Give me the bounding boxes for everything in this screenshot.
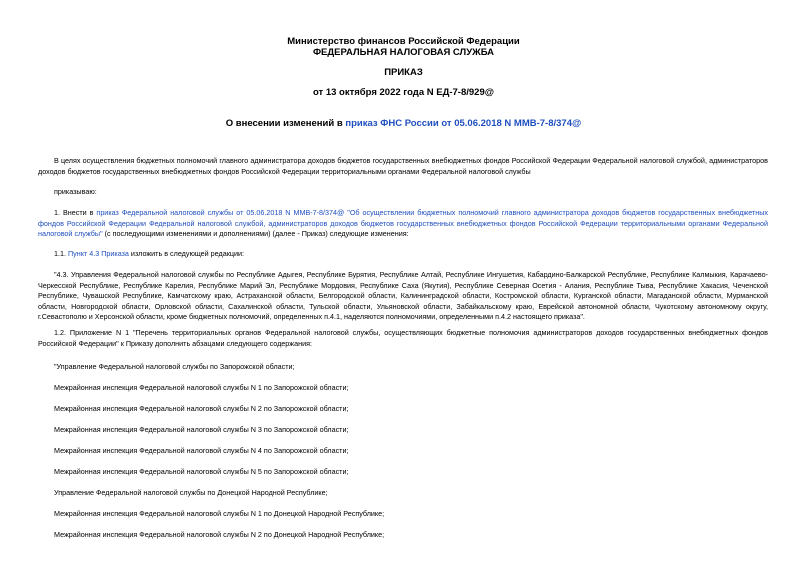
- list-item: "Управление Федеральной налоговой службы по Запорожской области;: [54, 362, 295, 371]
- p1-prefix: 1. Внести в: [54, 208, 97, 217]
- p12-text: 1.2. Приложение N 1 "Перечень территориальных органов Федеральной налоговой службы, осуществляющих бюджетные полномочия администраторов доходов государственных внебюджетных фондов Российской Федерации" к Приказу дополнить абзацами следующего содержания:: [38, 328, 768, 348]
- document-date-number: от 13 октября 2022 года N ЕД-7-8/929@: [312, 87, 495, 98]
- subject-prefix: О внесении изменений в: [225, 118, 346, 129]
- p43-text: "4.3. Управления Федеральной налоговой службы по Республике Адыгея, Республике Бурятия, Республике Алтай, Республике Ингушетия, Кабардино-Балкарской Республике, Республике Калмыкия, Карачаево-Черкесской Республике, Республике Карелия, Республике Марий Эл, Республике Мордовия, Республике Саха (Якутия), Республике Северная Осетия - Алания, Республике Тыва, Республике Хакасия, Чеченской Республике, Чувашской Республике, Камчатскому краю, Астраханской области, Белгородской области, Калининградской области, Костромской области, Курганской области, Магаданской области, Мурманской области, Новгородской области, Орловской области, Сахалинской области, Тульской области, Ульяновской области, Забайкальскому краю, Еврейской автономной области, Чукотскому автономному округу, г.Севастополю и Херсонской области, кроме бюджетных полномочий, определенных п.4.1, наделяются полномочиями, определенными п.4.2 настоящего приказа".: [38, 270, 768, 321]
- order-word: приказываю:: [54, 187, 97, 196]
- paragraph-1-1: [38, 249, 768, 260]
- p11-suffix: изложить в следующей редакции:: [128, 249, 244, 258]
- document-header: [0, 36, 807, 58]
- list-item: Межрайонная инспекция Федеральной налоговой службы N 2 по Донецкой Народной Республике;: [54, 530, 385, 539]
- list-item: Межрайонная инспекция Федеральной налоговой службы N 2 по Запорожской области;: [54, 404, 349, 413]
- document-type: ПРИКАЗ: [384, 67, 423, 78]
- list-item: Межрайонная инспекция Федеральной налоговой службы N 4 по Запорожской области;: [54, 446, 349, 455]
- subject-link[interactable]: приказ ФНС России от 05.06.2018 N ММВ-7-8/374@: [345, 118, 582, 129]
- list-item: Межрайонная инспекция Федеральной налоговой службы N 5 по Запорожской области;: [54, 467, 349, 476]
- paragraph-4-3: [38, 270, 768, 323]
- p11-prefix: 1.1.: [54, 249, 68, 258]
- list-item: Межрайонная инспекция Федеральной налоговой службы N 1 по Донецкой Народной Республике;: [54, 509, 385, 518]
- p1-link[interactable]: приказ Федеральной налоговой службы от 05.06.2018 N ММВ-7-8/374@ "Об осуществлении бюджетных полномочий главного администратора доходов бюджетов государственных внебюджетных фондов Российской Федерации Федеральной налоговой службой, администраторов доходов бюджетов государственных внебюджетных фондов Российской Федерации территориальными органами Федеральной налоговой службы": [38, 208, 769, 238]
- ministry-name: Министерство финансов Российской Федерации: [287, 36, 520, 47]
- preamble-text: В целях осуществления бюджетных полномочий главного администратора доходов бюджетов государственных внебюджетных фондов Российской Федерации Федеральной налоговой службой, администраторов доходов бюджетов государственных внебюджетных фондов Российской Федерации территориальными органами Федеральной налоговой службы: [38, 156, 768, 176]
- list-item: Межрайонная инспекция Федеральной налоговой службы N 1 по Запорожской области;: [54, 383, 349, 392]
- list-item: Управление Федеральной налоговой службы по Донецкой Народной Республике;: [54, 488, 328, 497]
- preamble-paragraph: [38, 156, 768, 177]
- p11-link[interactable]: Пункт 4.3 Приказа: [68, 249, 129, 258]
- paragraph-1-2: [38, 328, 768, 349]
- p1-suffix: (с последующими изменениями и дополнениями) (далее - Приказ) следующие изменения:: [102, 229, 409, 238]
- paragraph-1: [38, 208, 768, 240]
- order-word-paragraph: [38, 187, 768, 198]
- document-subject: [0, 118, 807, 129]
- service-name: ФЕДЕРАЛЬНАЯ НАЛОГОВАЯ СЛУЖБА: [312, 47, 495, 58]
- list-item: Межрайонная инспекция Федеральной налоговой службы N 3 по Запорожской области;: [54, 425, 349, 434]
